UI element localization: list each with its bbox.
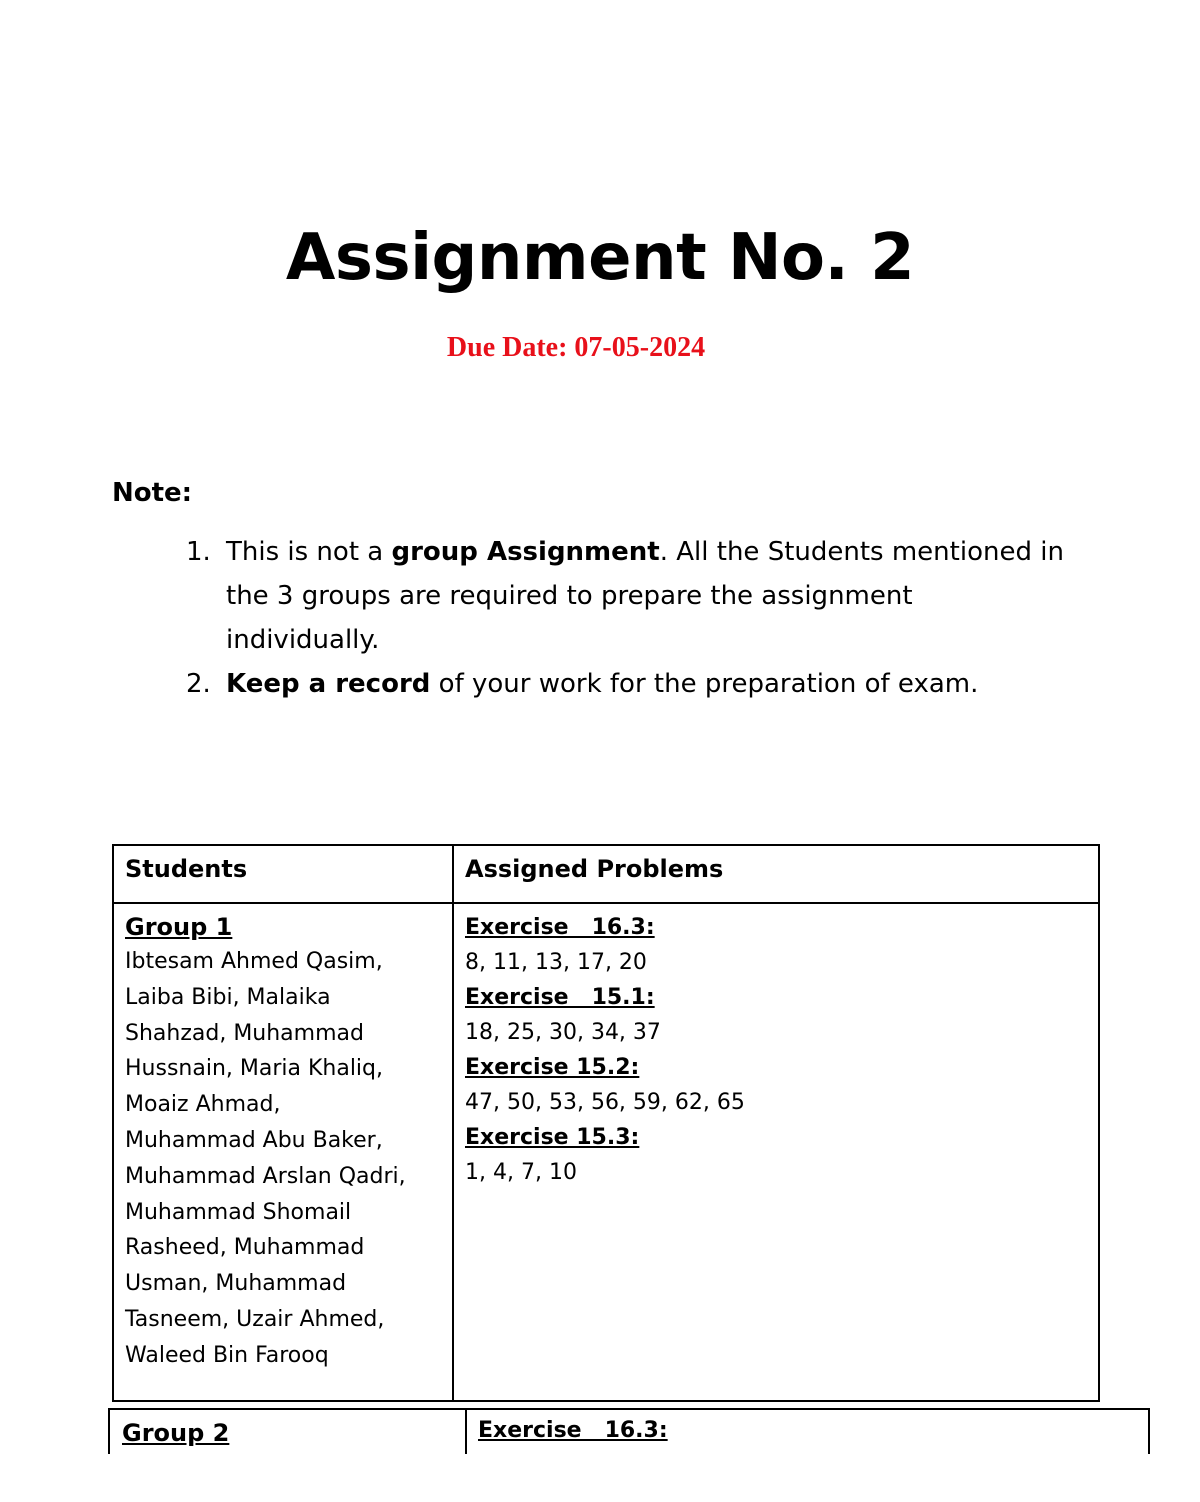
member-line: Moaiz Ahmad, xyxy=(125,1092,281,1118)
group-2-exercise-heading: Exercise 16.3: xyxy=(478,1418,668,1443)
member-line: Muhammad Abu Baker, xyxy=(125,1127,383,1153)
exercise-heading: Exercise 15.3: xyxy=(465,1125,640,1150)
member-line: Tasneem, Uzair Ahmed, xyxy=(125,1306,385,1332)
note-item-number: 2. xyxy=(186,669,211,699)
exercise-problems: 18, 25, 30, 34, 37 xyxy=(465,1020,661,1045)
member-line: Ibtesam Ahmed Qasim, xyxy=(125,949,383,974)
member-line: Muhammad Arslan Qadri, xyxy=(125,1163,406,1189)
table-border xyxy=(465,1408,467,1454)
table-border xyxy=(108,1408,110,1454)
note-emphasis: Keep a record xyxy=(226,669,431,699)
member-line: Muhammad Shomail xyxy=(125,1199,352,1225)
member-line: Rasheed, Muhammad xyxy=(125,1235,365,1261)
group-2-heading: Group 2 xyxy=(122,1419,230,1447)
note-emphasis: group Assignment xyxy=(391,537,660,567)
due-date: Due Date: 07-05-2024 xyxy=(446,332,706,363)
page-title: Assignment No. 2 xyxy=(285,221,915,295)
assignment-table-continued xyxy=(108,1408,1150,1502)
member-line: Usman, Muhammad xyxy=(125,1271,347,1297)
member-line: Hussnain, Maria Khaliq, xyxy=(125,1056,384,1082)
exercise-problems: 47, 50, 53, 56, 59, 62, 65 xyxy=(465,1090,745,1115)
table-border xyxy=(108,1408,1150,1410)
group-1-students-cell xyxy=(113,903,453,1401)
table-header-row xyxy=(113,845,1099,903)
note-list xyxy=(186,530,1066,706)
exercise-problems: 1, 4, 7, 10 xyxy=(465,1160,577,1185)
table-border xyxy=(1148,1408,1150,1454)
exercise-problems: 8, 11, 13, 17, 20 xyxy=(465,950,647,975)
exercise-heading: Exercise 15.2: xyxy=(465,1055,640,1080)
exercise-heading: Exercise 15.1: xyxy=(465,985,655,1010)
group-1-heading: Group 1 xyxy=(125,913,233,941)
note-item-number: 1. xyxy=(186,537,211,567)
note-label: Note: xyxy=(112,478,193,508)
table-row xyxy=(113,903,1099,1401)
note-text: . All the Students mentioned in the 3 groups are required to prepare the assignment individually. xyxy=(226,537,1064,655)
member-line: Waleed Bin Farooq xyxy=(125,1342,329,1368)
note-item xyxy=(186,530,1066,662)
note-text: of your work for the preparation of exam. xyxy=(430,669,979,699)
note-text: This is not a xyxy=(226,537,392,567)
assignment-table xyxy=(112,844,1100,1402)
group-1-problems-cell xyxy=(453,903,1099,1401)
member-line: Laiba Bibi, Malaika xyxy=(125,984,331,1010)
header-students: Students xyxy=(113,845,453,903)
member-line: Shahzad, Muhammad xyxy=(125,1020,364,1046)
exercise-heading: Exercise 16.3: xyxy=(465,915,655,940)
note-item xyxy=(186,662,1066,706)
header-assigned-problems: Assigned Problems xyxy=(453,845,1099,903)
group-1-members xyxy=(125,944,441,1374)
